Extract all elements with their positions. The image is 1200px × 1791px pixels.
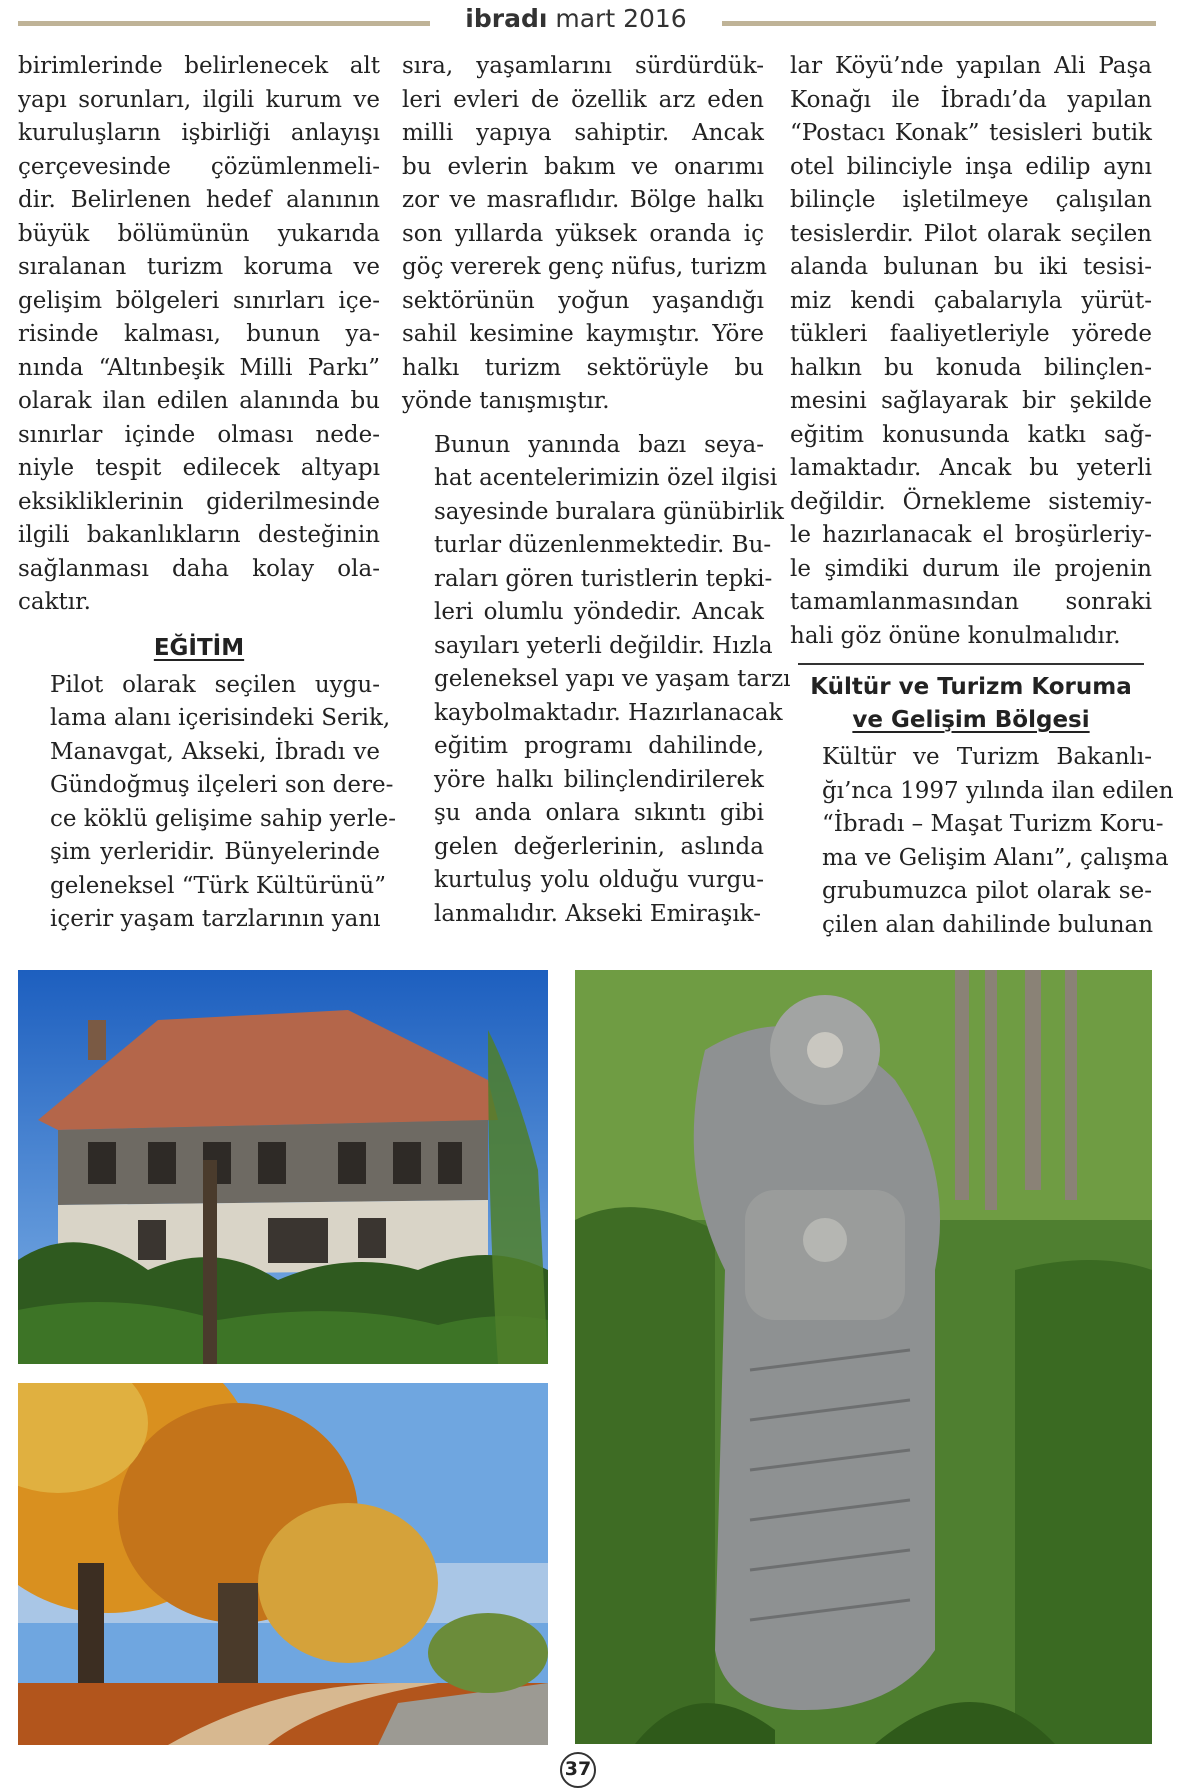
text-line: mesini sağlayarak bir şekilde xyxy=(790,388,1152,414)
text-line: tükleri faaliyetleriyle yörede xyxy=(790,321,1152,347)
text-line: kurtuluş yolu olduğu vurgu- xyxy=(434,867,764,893)
text-column-3 xyxy=(790,50,1174,942)
text-line: turlar düzenlenmektedir. Bu- xyxy=(434,532,772,558)
text-line: yöre halkı bilinçlendirilerek xyxy=(434,766,764,793)
text-line: Kültür ve Turizm Bakanlı- xyxy=(822,744,1152,770)
text-line: göç vererek genç nüfus, turizm xyxy=(402,254,767,280)
photo-old-house xyxy=(18,970,548,1364)
text-line: sektörünün yoğun yaşandığı xyxy=(402,287,764,314)
page-number: 37 xyxy=(560,1752,596,1788)
text-line: sıralanan turizm koruma ve xyxy=(18,254,380,280)
running-header xyxy=(430,4,722,33)
text-line: şu anda onlara sıkıntı gibi xyxy=(434,800,764,826)
text-line: lama alanı içerisindeki Serik, xyxy=(50,705,391,731)
text-line: tamamlanmasından sonraki xyxy=(790,589,1152,615)
text-line: sıra, yaşamlarını sürdürdük- xyxy=(402,53,764,79)
text-line: büyük bölümünün yukarıda xyxy=(18,220,380,247)
text-line: ma ve Gelişim Alanı”, çalışma xyxy=(822,844,1169,871)
text-line: halkı turizm sektörüyle bu xyxy=(402,354,764,381)
text-line: eksikliklerinin giderilmesinde xyxy=(18,488,380,515)
section-heading-kultur-turizm xyxy=(790,671,1152,737)
text-line: hat acentelerimizin özel ilgisi xyxy=(434,465,778,491)
text-line: kaybolmaktadır. Hazırlanacak xyxy=(434,699,783,726)
paragraph xyxy=(18,50,380,620)
text-line: Manavgat, Akseki, İbradı ve xyxy=(50,738,380,765)
photo-ottoman-gravestone xyxy=(575,970,1152,1744)
text-line: zor ve masraflıdır. Bölge halkı xyxy=(402,187,764,213)
text-line: Pilot olarak seçilen uygu- xyxy=(50,671,380,698)
text-line: sağlanması daha kolay ola- xyxy=(18,555,380,582)
text-line: kuruluşların işbirliği anlayışı xyxy=(18,120,380,146)
text-line: şim yerleridir. Bünyelerinde xyxy=(50,839,380,865)
text-line: bu evlerin bakım ve onarımı xyxy=(402,153,764,180)
text-line: eğitim programı dahilinde, xyxy=(434,733,764,759)
text-column-2 xyxy=(402,50,791,931)
section-heading-egitim: EĞİTİM xyxy=(153,634,245,661)
text-line: leri evleri de özellik arz eden xyxy=(402,86,764,113)
text-line: caktır. xyxy=(18,589,91,615)
paragraph xyxy=(790,741,1174,942)
paragraph xyxy=(790,50,1152,653)
text-line: değildir. Örnekleme sistemiy- xyxy=(790,488,1152,515)
text-line: risinde kalması, bunun ya- xyxy=(18,321,380,347)
paragraph xyxy=(402,50,767,419)
text-line: sahil kesimine kaymıştır. Yöre xyxy=(402,321,764,347)
text-line: dir. Belirlenen hedef alanının xyxy=(18,187,380,213)
magazine-name: ibradı xyxy=(465,4,548,33)
heading-line-1: Kültür ve Turizm Koruma xyxy=(810,674,1132,700)
text-line: lar Köyü’nde yapılan Ali Paşa xyxy=(790,53,1152,79)
text-line: leri olumlu yöndedir. Ancak xyxy=(434,599,764,625)
text-line: ilgili bakanlıkların desteğinin xyxy=(18,522,380,548)
text-line: gelen değerlerinin, aslında xyxy=(434,833,764,860)
text-line: le şimdiki durum ile projenin xyxy=(790,555,1152,582)
text-line: eğitim konusunda katkı sağ- xyxy=(790,421,1152,448)
text-line: bilinçle işletilmeye çalışılan xyxy=(790,187,1152,213)
text-line: niyle tespit edilecek altyapı xyxy=(18,455,380,481)
text-line: geleneksel “Türk Kültürünü” xyxy=(50,872,386,899)
header-rule-left xyxy=(18,21,430,26)
text-line: birimlerinde belirlenecek alt xyxy=(18,53,380,79)
text-line: yapı sorunları, ilgili kurum ve xyxy=(18,86,380,113)
text-line: milli yapıya sahiptir. Ancak xyxy=(402,120,764,146)
text-line: lamaktadır. Ancak bu yeterli xyxy=(790,455,1152,481)
text-line: nında “Altınbeşik Milli Parkı” xyxy=(18,354,380,381)
text-line: hali göz önüne konulmalıdır. xyxy=(790,622,1121,649)
text-line: alanda bulunan bu iki tesisi- xyxy=(790,254,1152,280)
issue-date: mart 2016 xyxy=(555,4,687,33)
text-line: “İbradı – Maşat Turizm Koru- xyxy=(822,811,1164,837)
text-line: gelişim bölgeleri sınırları içe- xyxy=(18,287,380,314)
text-line: olarak ilan edilen alanında bu xyxy=(18,388,380,414)
text-line: Konağı ile İbradı’da yapılan xyxy=(790,86,1152,113)
text-line: grubumuzca pilot olarak se- xyxy=(822,878,1152,904)
photo-autumn-trees xyxy=(18,1383,548,1745)
text-line: tesislerdir. Pilot olarak seçilen xyxy=(790,220,1152,247)
text-column-1 xyxy=(18,50,396,937)
text-line: son yıllarda yüksek oranda iç xyxy=(402,220,764,247)
text-line: sayıları yeterli değildir. Hızla xyxy=(434,632,773,659)
paragraph xyxy=(402,429,791,932)
text-line: çilen alan dahilinde bulunan xyxy=(822,911,1154,938)
text-line: halkın bu konuda bilinçlen- xyxy=(790,354,1152,381)
text-line: Gündoğmuş ilçeleri son dere- xyxy=(50,772,394,798)
text-line: “Postacı Konak” tesisleri butik xyxy=(790,120,1152,146)
text-line: çerçevesinde çözümlenmeli- xyxy=(18,153,380,180)
text-line: Bunun yanında bazı seya- xyxy=(434,431,764,458)
text-line: raları gören turistlerin tepki- xyxy=(434,565,773,592)
text-line: sınırlar içinde olması nede- xyxy=(18,421,380,448)
paragraph xyxy=(18,669,396,937)
text-line: miz kendi çabalarıyla yürüt- xyxy=(790,287,1152,314)
text-line: yönde tanışmıştır. xyxy=(402,388,610,414)
text-line: otel bilinciyle inşa edilip aynı xyxy=(790,153,1152,180)
text-line: lanmalıdır. Akseki Emiraşık- xyxy=(434,900,761,927)
text-line: le hazırlanacak el broşürleriy- xyxy=(790,522,1152,548)
text-line: sayesinde buralara günübirlik xyxy=(434,498,784,525)
header-rule-right xyxy=(722,21,1156,26)
text-line: ce köklü gelişime sahip yerle- xyxy=(50,805,396,832)
heading-line-2: ve Gelişim Bölgesi xyxy=(852,707,1090,733)
text-line: içerir yaşam tarzlarının yanı xyxy=(50,906,381,932)
section-rule xyxy=(798,663,1144,665)
text-line: ğı’nca 1997 yılında ilan edilen xyxy=(822,777,1174,804)
text-line: geleneksel yapı ve yaşam tarzı xyxy=(434,666,791,692)
